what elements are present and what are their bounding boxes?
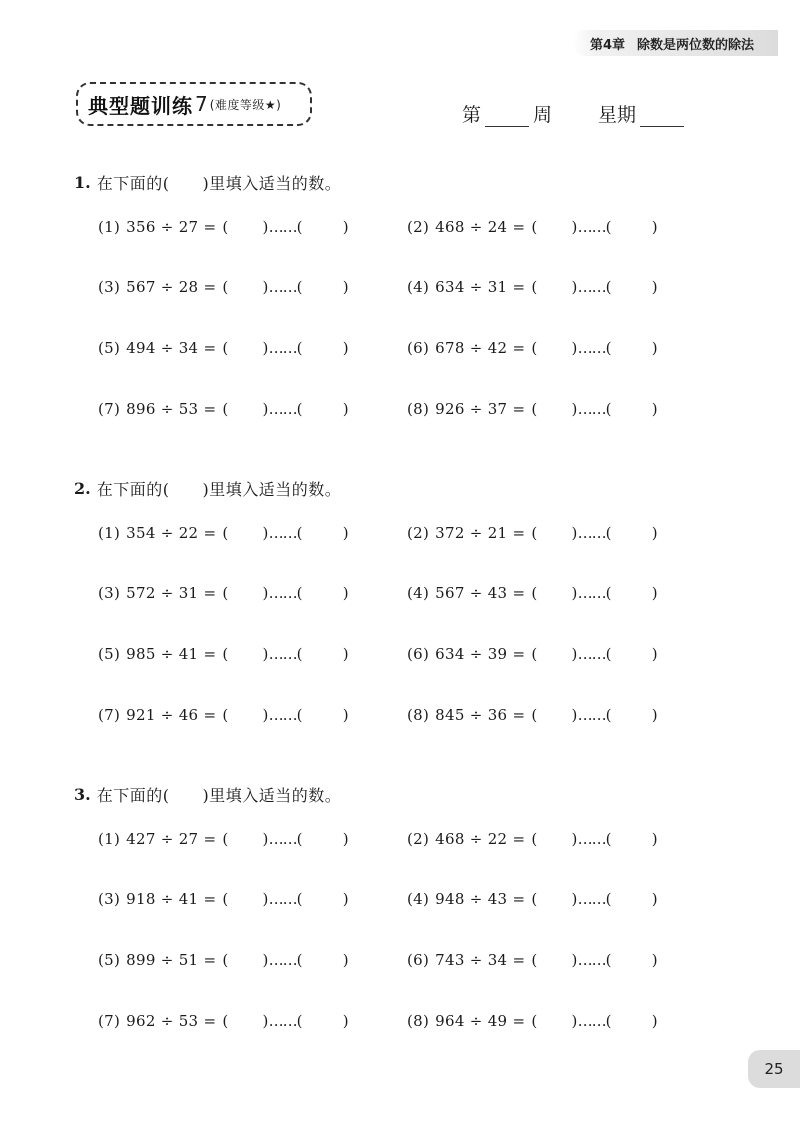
chapter-title: 除数是两位数的除法 [636, 37, 754, 53]
division-problem [98, 522, 349, 544]
problem-label: (1) [98, 524, 121, 542]
remainder-dots: …… [268, 339, 297, 357]
problem-expression: 743 ÷ 34 = [435, 951, 526, 969]
quotient-close-paren: ) [262, 1012, 269, 1030]
problem-expression: 948 ÷ 43 = [435, 890, 526, 908]
quotient-close-paren: ) [571, 400, 578, 418]
quotient-close-paren: ) [262, 218, 269, 236]
exercise-section-2 [74, 476, 714, 745]
division-problem [407, 522, 658, 544]
section-instruction: 在下面的( )里填入适当的数。 [96, 785, 342, 805]
problem-list [74, 500, 714, 745]
section-instruction: 在下面的( )里填入适当的数。 [96, 479, 342, 499]
quotient-open-paren: ( [531, 645, 538, 663]
exercise-section-3 [74, 782, 714, 1051]
quotient-open-paren: ( [531, 706, 538, 724]
quotient-close-paren: ) [262, 830, 269, 848]
remainder-close-paren: ) [651, 890, 658, 908]
quotient-open-paren: ( [531, 584, 538, 602]
problem-expression: 427 ÷ 27 = [126, 830, 217, 848]
remainder-close-paren: ) [342, 706, 349, 724]
remainder-close-paren: ) [342, 339, 349, 357]
quotient-open-paren: ( [222, 706, 229, 724]
quotient-open-paren: ( [531, 890, 538, 908]
quotient-close-paren: ) [262, 584, 269, 602]
quotient-close-paren: ) [262, 706, 269, 724]
division-problem [407, 949, 658, 971]
problem-expression: 896 ÷ 53 = [126, 400, 217, 418]
remainder-open-paren: ( [605, 830, 612, 848]
problem-expression: 634 ÷ 31 = [435, 278, 526, 296]
problem-expression: 918 ÷ 41 = [126, 890, 217, 908]
quotient-open-paren: ( [222, 1012, 229, 1030]
quotient-open-paren: ( [222, 278, 229, 296]
problem-label: (3) [98, 278, 121, 296]
remainder-dots: …… [577, 645, 606, 663]
remainder-close-paren: ) [342, 584, 349, 602]
problem-list [74, 806, 714, 1051]
week-date-line [462, 100, 688, 127]
problem-expression: 567 ÷ 43 = [435, 584, 526, 602]
division-problem [407, 888, 658, 910]
section-heading [74, 782, 714, 806]
remainder-dots: …… [577, 584, 606, 602]
problem-expression: 926 ÷ 37 = [435, 400, 526, 418]
quotient-close-paren: ) [571, 584, 578, 602]
problem-expression: 567 ÷ 28 = [126, 278, 217, 296]
section-heading [74, 170, 714, 194]
problem-label: (8) [407, 400, 430, 418]
remainder-dots: …… [268, 706, 297, 724]
division-problem [407, 643, 658, 665]
problem-expression: 372 ÷ 21 = [435, 524, 526, 542]
division-problem [98, 337, 349, 359]
remainder-close-paren: ) [342, 645, 349, 663]
quotient-close-paren: ) [571, 830, 578, 848]
remainder-close-paren: ) [651, 706, 658, 724]
division-problem [407, 398, 658, 420]
remainder-open-paren: ( [296, 830, 303, 848]
weekday-blank[interactable] [640, 106, 684, 127]
quotient-open-paren: ( [531, 400, 538, 418]
remainder-dots: …… [577, 706, 606, 724]
division-problem [407, 582, 658, 604]
remainder-open-paren: ( [605, 400, 612, 418]
remainder-open-paren: ( [296, 339, 303, 357]
quotient-open-paren: ( [531, 951, 538, 969]
division-problem [98, 582, 349, 604]
remainder-close-paren: ) [651, 524, 658, 542]
problem-expression: 962 ÷ 53 = [126, 1012, 217, 1030]
quotient-close-paren: ) [262, 524, 269, 542]
division-problem [407, 704, 658, 726]
remainder-dots: …… [268, 645, 297, 663]
quotient-open-paren: ( [222, 400, 229, 418]
division-problem [407, 276, 658, 298]
division-problem [407, 828, 658, 850]
remainder-close-paren: ) [342, 951, 349, 969]
remainder-open-paren: ( [605, 890, 612, 908]
remainder-open-paren: ( [605, 339, 612, 357]
remainder-open-paren: ( [296, 400, 303, 418]
remainder-open-paren: ( [296, 218, 303, 236]
remainder-dots: …… [268, 951, 297, 969]
quotient-close-paren: ) [571, 339, 578, 357]
remainder-close-paren: ) [342, 830, 349, 848]
quotient-open-paren: ( [531, 218, 538, 236]
quotient-close-paren: ) [571, 951, 578, 969]
remainder-open-paren: ( [605, 524, 612, 542]
division-problem [407, 1010, 658, 1032]
exercise-title-box [76, 82, 312, 126]
remainder-open-paren: ( [296, 524, 303, 542]
remainder-dots: …… [577, 951, 606, 969]
division-problem [98, 398, 349, 420]
remainder-open-paren: ( [605, 1012, 612, 1030]
problem-expression: 468 ÷ 24 = [435, 218, 526, 236]
problem-expression: 899 ÷ 51 = [126, 951, 217, 969]
problem-label: (7) [98, 1012, 121, 1030]
remainder-close-paren: ) [342, 524, 349, 542]
remainder-close-paren: ) [651, 400, 658, 418]
chapter-header-tab [572, 30, 778, 56]
problem-label: (2) [407, 218, 430, 236]
problem-label: (6) [407, 951, 430, 969]
quotient-open-paren: ( [222, 890, 229, 908]
exercise-section-1 [74, 170, 714, 439]
remainder-open-paren: ( [296, 890, 303, 908]
quotient-close-paren: ) [571, 645, 578, 663]
problem-label: (7) [98, 706, 121, 724]
problem-label: (6) [407, 645, 430, 663]
remainder-open-paren: ( [296, 1012, 303, 1030]
quotient-open-paren: ( [222, 584, 229, 602]
division-problem [407, 337, 658, 359]
problem-expression: 572 ÷ 31 = [126, 584, 217, 602]
division-problem [98, 643, 349, 665]
page-number: 25 [764, 1060, 784, 1078]
exercise-title: 典型题训练 [88, 93, 193, 118]
remainder-open-paren: ( [296, 645, 303, 663]
week-blank[interactable] [485, 106, 529, 127]
division-problem [98, 949, 349, 971]
section-number: 1. [74, 172, 91, 192]
page-number-tab [748, 1050, 800, 1088]
remainder-open-paren: ( [605, 951, 612, 969]
problem-label: (2) [407, 524, 430, 542]
division-problem [407, 216, 658, 238]
section-number: 3. [74, 784, 91, 804]
problem-expression: 921 ÷ 46 = [126, 706, 217, 724]
problem-expression: 985 ÷ 41 = [126, 645, 217, 663]
remainder-close-paren: ) [651, 1012, 658, 1030]
remainder-close-paren: ) [342, 400, 349, 418]
division-problem [98, 216, 349, 238]
problem-expression: 634 ÷ 39 = [435, 645, 526, 663]
remainder-close-paren: ) [651, 951, 658, 969]
problem-label: (8) [407, 706, 430, 724]
problem-label: (4) [407, 584, 430, 602]
remainder-dots: …… [577, 830, 606, 848]
problem-label: (4) [407, 278, 430, 296]
weekday-label: 星期 [598, 104, 637, 126]
quotient-open-paren: ( [222, 339, 229, 357]
week-prefix: 第 [462, 104, 482, 126]
division-problem [98, 276, 349, 298]
chapter-number: 第4章 [589, 37, 625, 53]
problem-label: (5) [98, 951, 121, 969]
quotient-open-paren: ( [531, 1012, 538, 1030]
problem-expression: 468 ÷ 22 = [435, 830, 526, 848]
remainder-dots: …… [577, 278, 606, 296]
quotient-close-paren: ) [262, 339, 269, 357]
remainder-open-paren: ( [296, 951, 303, 969]
problem-list [74, 194, 714, 439]
remainder-close-paren: ) [651, 339, 658, 357]
remainder-dots: …… [577, 1012, 606, 1030]
exercise-number: 7 [195, 92, 208, 116]
quotient-close-paren: ) [571, 278, 578, 296]
quotient-close-paren: ) [262, 890, 269, 908]
quotient-close-paren: ) [571, 706, 578, 724]
remainder-close-paren: ) [651, 218, 658, 236]
problem-label: (5) [98, 645, 121, 663]
week-suffix: 周 [533, 104, 553, 126]
division-problem [98, 704, 349, 726]
problem-label: (6) [407, 339, 430, 357]
remainder-dots: …… [268, 524, 297, 542]
remainder-close-paren: ) [342, 218, 349, 236]
problem-label: (1) [98, 218, 121, 236]
remainder-close-paren: ) [342, 278, 349, 296]
quotient-close-paren: ) [262, 951, 269, 969]
problem-label: (5) [98, 339, 121, 357]
remainder-dots: …… [577, 524, 606, 542]
problem-label: (4) [407, 890, 430, 908]
remainder-dots: …… [268, 218, 297, 236]
problem-expression: 678 ÷ 42 = [435, 339, 526, 357]
remainder-dots: …… [577, 339, 606, 357]
remainder-open-paren: ( [605, 218, 612, 236]
quotient-open-paren: ( [531, 830, 538, 848]
remainder-dots: …… [268, 1012, 297, 1030]
remainder-close-paren: ) [651, 645, 658, 663]
remainder-close-paren: ) [342, 1012, 349, 1030]
remainder-dots: …… [268, 584, 297, 602]
problem-expression: 964 ÷ 49 = [435, 1012, 526, 1030]
quotient-close-paren: ) [571, 890, 578, 908]
remainder-open-paren: ( [296, 584, 303, 602]
remainder-close-paren: ) [651, 278, 658, 296]
remainder-dots: …… [268, 830, 297, 848]
quotient-open-paren: ( [531, 339, 538, 357]
quotient-open-paren: ( [222, 830, 229, 848]
problem-label: (2) [407, 830, 430, 848]
quotient-close-paren: ) [571, 524, 578, 542]
quotient-close-paren: ) [262, 645, 269, 663]
problem-label: (3) [98, 890, 121, 908]
remainder-close-paren: ) [342, 890, 349, 908]
problem-label: (3) [98, 584, 121, 602]
remainder-dots: …… [577, 218, 606, 236]
quotient-open-paren: ( [531, 524, 538, 542]
problem-label: (8) [407, 1012, 430, 1030]
quotient-open-paren: ( [222, 645, 229, 663]
section-heading [74, 476, 714, 500]
remainder-open-paren: ( [296, 706, 303, 724]
problem-expression: 845 ÷ 36 = [435, 706, 526, 724]
quotient-open-paren: ( [222, 951, 229, 969]
remainder-dots: …… [577, 400, 606, 418]
remainder-open-paren: ( [605, 645, 612, 663]
problem-expression: 354 ÷ 22 = [126, 524, 217, 542]
remainder-dots: …… [268, 400, 297, 418]
quotient-open-paren: ( [531, 278, 538, 296]
problem-label: (7) [98, 400, 121, 418]
division-problem [98, 828, 349, 850]
remainder-open-paren: ( [605, 706, 612, 724]
remainder-close-paren: ) [651, 830, 658, 848]
remainder-open-paren: ( [296, 278, 303, 296]
quotient-close-paren: ) [571, 1012, 578, 1030]
remainder-close-paren: ) [651, 584, 658, 602]
section-instruction: 在下面的( )里填入适当的数。 [96, 173, 342, 193]
quotient-close-paren: ) [262, 400, 269, 418]
quotient-open-paren: ( [222, 218, 229, 236]
difficulty-level: (难度等级★) [209, 97, 282, 112]
problem-expression: 356 ÷ 27 = [126, 218, 217, 236]
section-number: 2. [74, 478, 91, 498]
quotient-close-paren: ) [571, 218, 578, 236]
remainder-open-paren: ( [605, 278, 612, 296]
remainder-open-paren: ( [605, 584, 612, 602]
problem-expression: 494 ÷ 34 = [126, 339, 217, 357]
division-problem [98, 888, 349, 910]
quotient-close-paren: ) [262, 278, 269, 296]
quotient-open-paren: ( [222, 524, 229, 542]
remainder-dots: …… [268, 278, 297, 296]
remainder-dots: …… [268, 890, 297, 908]
problem-label: (1) [98, 830, 121, 848]
division-problem [98, 1010, 349, 1032]
remainder-dots: …… [577, 890, 606, 908]
